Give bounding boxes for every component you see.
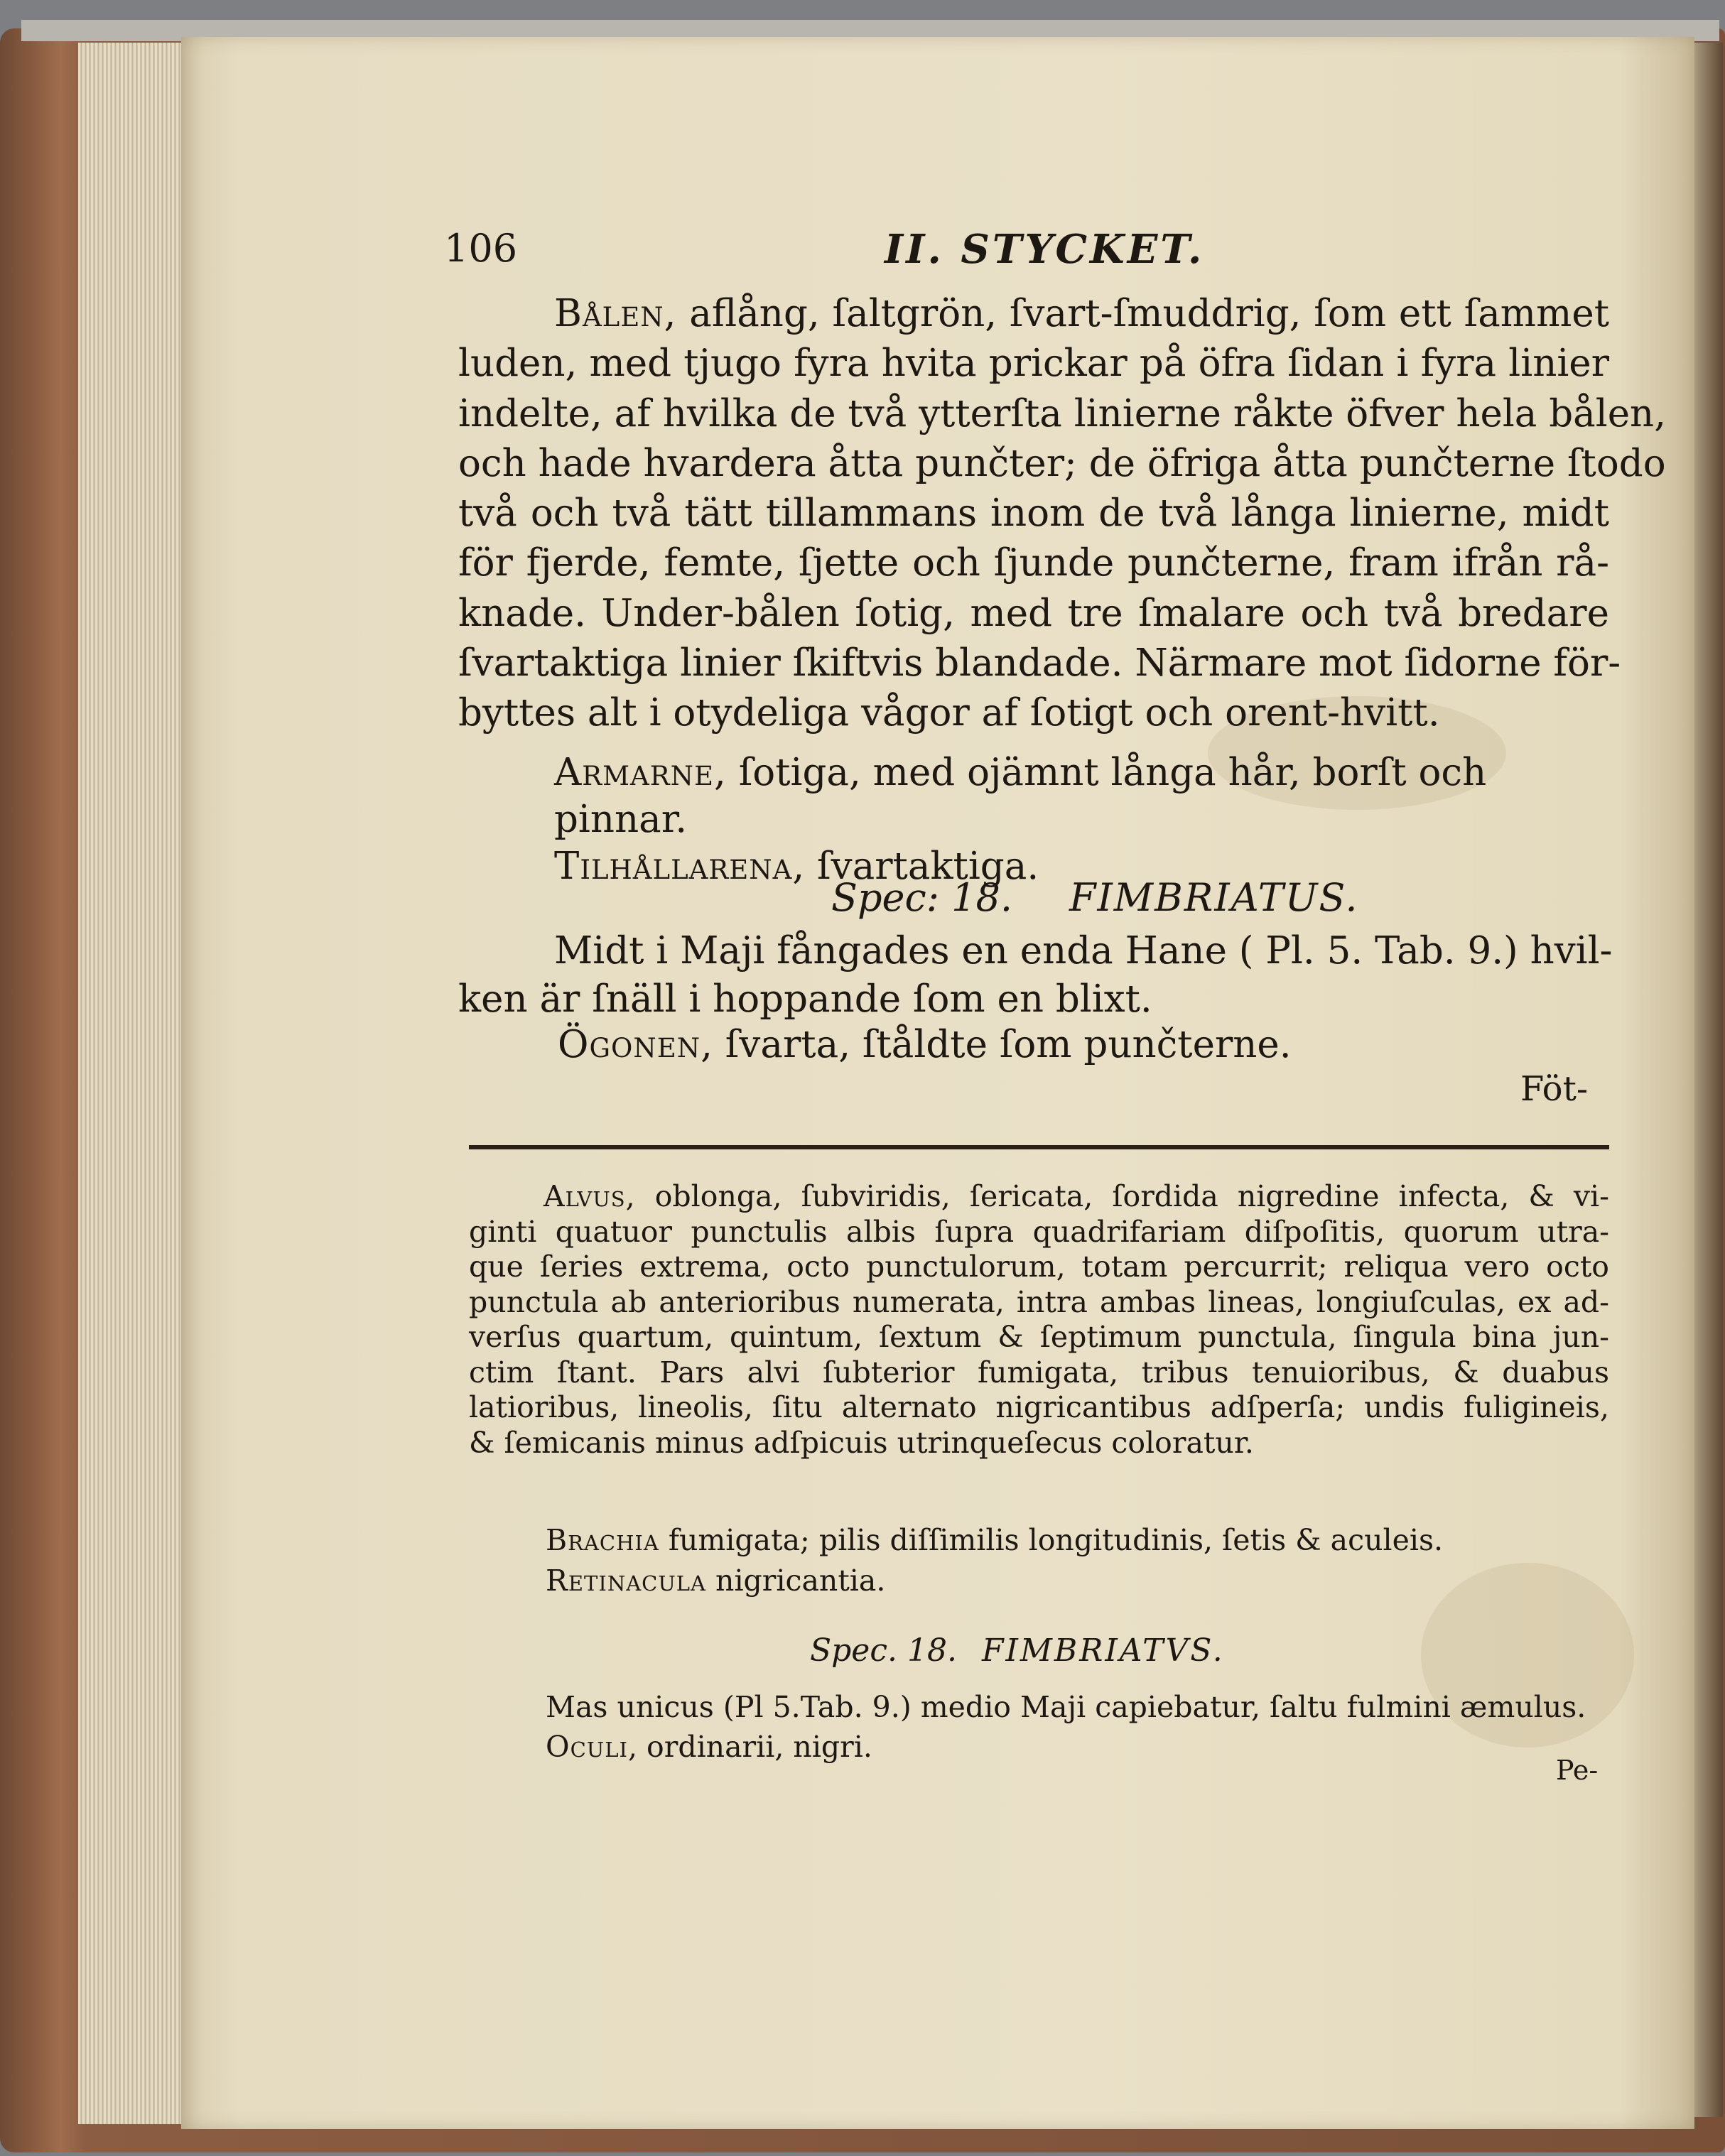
retinacula-text: nigricantia. — [706, 1564, 886, 1598]
line-text: och hade hvardera åtta punčter; de öfriga åtta punčterne ſtodo — [458, 441, 1666, 485]
latin-description — [469, 1179, 1609, 1461]
armarne-line — [554, 749, 1609, 843]
armarne-label: Armarne, — [554, 751, 727, 794]
ogonen-label: Ögonen, — [558, 1023, 713, 1066]
species-name: FIMBRIATVS. — [981, 1632, 1225, 1669]
retinacula-line — [546, 1561, 1443, 1601]
running-head — [444, 226, 1609, 283]
text-line — [458, 489, 1609, 538]
latin-species-text — [546, 1687, 1586, 1767]
brachia-label: Brachia — [546, 1523, 659, 1557]
text-line — [458, 639, 1621, 688]
text-line — [458, 339, 1609, 389]
brachia-line — [546, 1520, 1443, 1561]
swedish-description — [458, 289, 1667, 739]
text-line — [458, 439, 1666, 489]
line-text: indelte, af hvilka de två ytterſta linierne råkte öfver hela bålen, — [458, 391, 1667, 435]
page-stack-edge — [78, 43, 185, 2124]
swedish-species-text — [458, 927, 1613, 1024]
oculi-line — [546, 1727, 1586, 1767]
species-heading — [831, 875, 1359, 920]
swedish-limbs — [554, 749, 1609, 890]
line-text: två och två tätt tillammans inom de två långa linierne, midt — [458, 492, 1609, 536]
chapter-title: II. STYCKET. — [885, 226, 1205, 273]
text-line — [469, 1355, 1609, 1391]
text-line — [458, 688, 1609, 738]
text-line — [458, 289, 1609, 339]
lead-word: Alvus, — [544, 1179, 636, 1213]
line-text: ſvartaktiga linier ſkiftvis blandade. Närmare mot ſidorne för- — [458, 641, 1621, 686]
line-text: aflång, ſaltgrön, ſvart-ſmuddrig, ſom ett ſammet — [676, 292, 1609, 335]
tilhallarena-label: Tilhållarena, — [554, 845, 806, 888]
text-line — [458, 589, 1609, 639]
line-text: latioribus, lineolis, ſitu alternato nigricantibus adſperſa; undis fuligineis, — [469, 1390, 1609, 1424]
tilhallarena-text: ſvartaktiga. — [805, 845, 1039, 888]
ogonen-text: ſvarta, ſtåldte ſom punčterne. — [713, 1023, 1292, 1066]
retinacula-label: Retinacula — [546, 1564, 706, 1598]
line-text: för fjerde, femte, ſjette och ſjunde punčterne, fram ifrån rå- — [458, 541, 1609, 585]
text-line: ken är ſnäll i hoppande ſom en blixt. — [458, 977, 1152, 1021]
species-number: Spec: 18. — [831, 875, 1012, 920]
text-line — [469, 1390, 1609, 1426]
line-text: & ſemicanis minus adſpicuis utrinqueſecus coloratur. — [469, 1425, 1254, 1460]
line-text: ginti quatuor punctulis albis ſupra quadrifariam diſpoſitis, quorum utra- — [469, 1214, 1609, 1249]
brachia-text: fumigata; pilis diſſimilis longitudinis, ſetis & aculeis. — [659, 1523, 1444, 1557]
text-line — [469, 1426, 1609, 1461]
species-number: Spec. 18. — [810, 1632, 957, 1669]
swedish-eyes — [558, 1023, 1292, 1066]
text-line — [469, 1320, 1609, 1355]
mas-line: Mas unicus (Pl 5.Tab. 9.) medio Maji capiebatur, ſaltu fulmini æmulus. — [546, 1690, 1586, 1724]
armarne-text: ſotiga, med ojämnt långa hår, borſt och pinnar. — [554, 751, 1487, 841]
text-line — [469, 1179, 1609, 1215]
page-number: 106 — [444, 226, 518, 271]
latin-limbs — [546, 1520, 1443, 1601]
oculi-label: Oculi — [546, 1730, 628, 1764]
line-text: luden, med tjugo fyra hvita prickar på öfra ſidan i fyra linier — [458, 342, 1609, 386]
text-line — [469, 1215, 1609, 1250]
text-line: Midt i Maji fångades en enda Hane ( Pl. 5. Tab. 9.) hvil- — [554, 929, 1613, 973]
oculi-text: , ordinarii, nigri. — [627, 1730, 872, 1764]
species-heading-latin — [810, 1632, 1225, 1669]
book-gutter — [1694, 43, 1723, 2117]
line-text: punctula ab anterioribus numerata, intra ambas lineas, longiuſculas, ex ad- — [469, 1284, 1609, 1319]
line-text: ctim ſtant. Pars alvi ſubterior fumigata, tribus tenuioribus, & duabus — [469, 1355, 1609, 1390]
catchword-latin: Pe- — [1556, 1755, 1599, 1786]
line-text: oblonga, ſubviridis, ſericata, ſordida nigredine infecta, & vi- — [635, 1179, 1609, 1213]
text-line — [458, 538, 1609, 588]
species-name: FIMBRIATUS. — [1069, 875, 1359, 920]
text-line — [469, 1250, 1609, 1285]
catchword-swedish: Föt- — [1520, 1069, 1589, 1109]
lead-word: Bålen, — [554, 292, 677, 335]
line-text: verſus quartum, quintum, ſextum & ſeptimum punctula, ſingula bina jun- — [469, 1320, 1609, 1354]
text-line — [458, 389, 1667, 439]
section-divider — [469, 1145, 1609, 1149]
line-text: que ſeries extrema, octo punctulorum, totam percurrit; reliqua vero octo — [469, 1250, 1609, 1284]
line-text: knade. Under-bålen ſotig, med tre ſmalare och två bredare — [458, 591, 1609, 635]
text-line — [469, 1285, 1609, 1321]
line-text: byttes alt i otydeliga vågor af ſotigt och orent-hvitt. — [458, 691, 1440, 735]
